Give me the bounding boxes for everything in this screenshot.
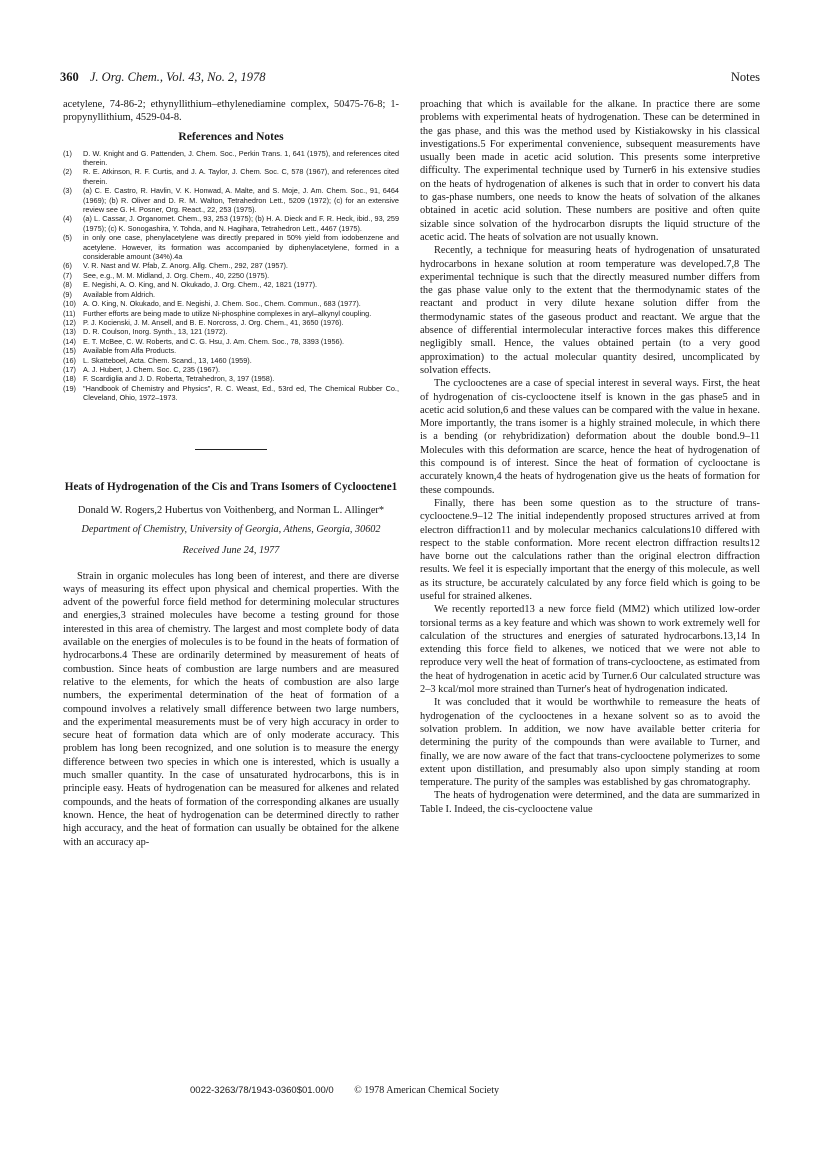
reference-number: (4) (63, 214, 72, 224)
reference-item (63, 309, 399, 318)
reference-item (63, 356, 399, 365)
reference-number: (10) (63, 299, 76, 309)
running-head (60, 70, 760, 85)
journal-citation: J. Org. Chem., Vol. 43, No. 2, 1978 (89, 70, 266, 84)
body-paragraph: proaching that which is available for the alkane. In practice there are some problems with experimental heats of hydrogenation. These can be determined in the gas phase, and this was the method used by Kistiakowsky in his classical investigations.5 For experimental convenience, subsequent measurements have usually been made in acetic acid solution. This presents some interpretive difficulty. The experimental technique used by Turner6 in his extensive studies on the heats of hydrogenation of alkenes is such that in order to convert his data to gas-phase numbers, one needs to know the heats of solvation of the alkanes obtained in acetic acid solution. These numbers are positive and often quite sizable since solvation of the hydrocarbon disrupts the liquid structure of the acetic acid. The heats of solvation are not usually known. (420, 99, 760, 243)
reference-text: E. T. McBee, C. W. Roberts, and C. G. Hsu, J. Am. Chem. Soc., 78, 3393 (1956). (83, 336, 345, 346)
reference-text: L. Skatteboel, Acta. Chem. Scand., 13, 1460 (1959). (83, 355, 252, 365)
body-paragraph: Recently, a technique for measuring heats of hydrogenation of unsaturated hydrocarbons in hexane solution at room temperature was developed.7,8 The experimental technique is such that the directly measured number differs from the gas phase value only to the extent that the thermodynamic states of the reactant and product in very dilute hexane solution differ from the thermodynamic states of the gaseous product and reactant. We argue that the absence of differential intermolecular interactive forces makes this difference negligibly small. Hence, the values obtained pertain (to a very good approximation) to the actual molecular quantity desired, uncomplicated by solvation effects. (420, 245, 760, 376)
body-paragraph: Strain in organic molecules has long been of interest, and there are diverse ways of measuring its effect upon physical and chemical properties. With the advent of the powerful force field method for determining molecular structures and energies,3 strained molecules have become a testing ground for those interested in this area of chemistry. The largest and most complete body of data available on the energies of molecules is to be found in the heats of formation of hydrocarbons.4 These are ordinarily determined by measurement of heats of combustion. Since heats of combustion are large numbers and are measured relative to the elements, for which the heats of combustion are also large numbers, the experimental determination of the heat of formation of a compound involves a relatively small difference between two large numbers, and the experimental measurements must be of very high accuracy in order to secure heat of formation data which are of only moderate accuracy. This problem has long been recognized, and one solution is to measure the energy difference between two species in which one is interested, which is usually a much smaller quantity. In the case of unsaturated hydrocarbons, this is in principle easy. Heats of hydrogenation can be measured for alkenes and related compounds, and the heats of formation of the corresponding alkanes are usually known. Hence, the heat of hydrogenation can be determined directly to rather high accuracy, and the heat of formation can usually be obtained for the alkene with an accuracy ap- (63, 570, 399, 848)
reference-number: (15) (63, 346, 76, 356)
reference-number: (13) (63, 327, 76, 337)
reference-number: (3) (63, 186, 72, 196)
reference-number: (9) (63, 289, 72, 299)
reference-number: (18) (63, 374, 76, 384)
reference-number: (7) (63, 270, 72, 280)
reference-number: (1) (63, 148, 72, 158)
reference-text: F. Scardiglia and J. D. Roberta, Tetrahedron, 3, 197 (1958). (83, 374, 275, 384)
reference-text: (a) C. E. Castro, R. Havlin, V. K. Honwad, A. Malte, and S. Moje, J. Am. Chem. Soc., 91, 6464 (1969); (b) R. Oliver and D. R. M. Walton, Tetrahedron Lett., 5209 (1972); (c) for an extensive review see G. H. Posner, Org. React., 22, 253 (1975). (83, 186, 399, 215)
reference-number: (2) (63, 167, 72, 177)
body-paragraph: Finally, there has been some question as to the structure of trans-cyclooctene.9–12 The initial independently proposed structures arrived at from electron diffraction11 and by molecular mechanics calculations10 differed with respect to the stable conformation. More recent electron diffraction results12 have borne out the calculations rather than the original electron diffraction results. We feel it is especially important that the energy of this molecule, as well as its structure, be accurately calculated by any force field which is going to be useful for strained alkenes. (420, 497, 760, 602)
reference-text: in only one case, phenylacetylene was directly prepared in 50% yield from iodobenzene and acetylene. However, its formation was accompanied by diphenylacetylene, formed in a considerable amount (34%).4a (83, 233, 399, 262)
reference-text: E. Negishi, A. O. King, and N. Okukado, J. Org. Chem., 42, 1821 (1977). (83, 280, 318, 290)
reference-item (63, 280, 399, 289)
reference-text: A. O. King, N. Okukado, and E. Negishi, J. Chem. Soc., Chem. Commun., 683 (1977). (83, 299, 361, 309)
body-paragraph: The cyclooctenes are a case of special interest in several ways. First, the heat of hydrogenation of cis-cyclooctene itself is known in the gas phase5 and in acetic acid solution,6 and these values can be compared with the value in hexane. More importantly, the trans isomer is a highly strained molecule, in which there is a bending (or rehybridization) deformation about the double bond.9–11 Molecules with this deformation are scarce, hence the heat of hydrogenation of this compound is of interest. Since the heat of formation of cyclooctane is accurately known,4 the heats of hydrogenation give us the heats of formation for these compounds. (420, 378, 760, 496)
body-paragraph: The heats of hydrogenation were determined, and the data are summarized in Table I. Indeed, the cis-cyclooctene value (420, 790, 760, 815)
page-number: 360 (60, 70, 79, 84)
reference-item (63, 233, 399, 261)
article-authors: Donald W. Rogers,2 Hubertus von Voithenberg, and Norman L. Allinger* (77, 504, 385, 516)
reference-text: R. E. Atkinson, R. F. Curtis, and J. A. Taylor, J. Chem. Soc. C, 578 (1967), and references cited therein. (83, 167, 399, 186)
reference-item (63, 337, 399, 346)
reference-item (63, 167, 399, 186)
reference-text: Further efforts are being made to utilize Ni-phosphine complexes in aryl–alkynyl coupling. (83, 308, 372, 318)
reference-text: V. R. Nast and W. Pfab, Z. Anorg. Allg. Chem., 292, 287 (1957). (83, 261, 288, 271)
received-date: Received June 24, 1977 (182, 544, 280, 556)
reference-item (63, 261, 399, 270)
author-affiliation: Department of Chemistry, University of Georgia, Athens, Georgia, 30602 (81, 524, 381, 536)
reference-text: "Handbook of Chemistry and Physics", R. C. Weast, Ed., 53rd ed, The Chemical Rubber Co., Cleveland, Ohio, 1972–1973. (83, 383, 399, 403)
reference-number: (11) (63, 308, 76, 318)
reference-item (63, 327, 399, 336)
reference-item (63, 299, 399, 308)
section-label: Notes (730, 70, 760, 84)
references-heading: References and Notes (178, 130, 284, 143)
reference-text: Available from Aldrich. (83, 289, 156, 299)
reference-text: D. W. Knight and G. Pattenden, J. Chem. Soc., Perkin Trans. 1, 641 (1975), and references cited therein. (83, 148, 399, 167)
body-paragraph: We recently reported13 a new force field (MM2) which utilized low-order torsional terms as a key feature and which was shown to work extremely well for calculation of the structures and energies of saturated hydrocarbons.13,14 In extending this force field to alkenes, we noticed that we were not able to reproduce very well the heat of formation of trans-cyclooctene, as estimated from the heat of hydrogenation in acetic acid by Turner.6 Our calculated structure was 2–3 kcal/mol more strained than Turner's heat of hydrogenation indicated. (420, 604, 760, 696)
reference-number: (6) (63, 261, 72, 271)
reference-text: See, e.g., M. M. Midland, J. Org. Chem., 40, 2250 (1975). (83, 270, 270, 280)
reference-number: (14) (63, 336, 76, 346)
section-divider (195, 449, 267, 450)
reference-item (63, 149, 399, 168)
right-column (420, 98, 760, 816)
reference-item (63, 346, 399, 355)
reference-item (63, 365, 399, 374)
reference-number: (12) (63, 317, 76, 327)
reference-item (63, 271, 399, 280)
reference-text: P. J. Kocienski, J. M. Ansell, and B. E. Norcross, J. Org. Chem., 41, 3650 (1976). (83, 317, 344, 327)
page-footer (190, 1085, 630, 1096)
reference-text: Available from Alfa Products. (83, 346, 177, 356)
reference-number: (5) (63, 233, 72, 243)
article-code: 0022-3263/78/1943-0360$01.00/0 (190, 1085, 334, 1096)
left-column (63, 98, 399, 849)
body-paragraph: It was concluded that it would be worthwhile to remeasure the heats of hydrogenation of the cyclooctenes in a hexane solvent so as to avoid the solvation problem. In addition, we now have available better criteria for determining the purity of the compounds than were available to Turner, and finally, we are now aware of the fact that trans-cyclooctene polymerizes to some extent upon distillation, and presumably also upon simply standing at room temperature. The purity of the samples was established by gas chromatography. (420, 697, 760, 789)
reference-item (63, 290, 399, 299)
references-list (63, 149, 399, 403)
reference-number: (19) (63, 383, 76, 393)
reference-text: A. J. Hubert, J. Chem. Soc. C, 235 (1967). (83, 364, 221, 374)
registry-numbers: acetylene, 74-86-2; ethynyllithium–ethylenediamine complex, 50475-76-8; 1-propynyllithium, 4529-04-8. (63, 99, 399, 124)
reference-item (63, 374, 399, 383)
reference-number: (8) (63, 280, 72, 290)
reference-item (63, 384, 399, 403)
copyright-notice: © 1978 American Chemical Society (354, 1085, 499, 1096)
reference-item (63, 186, 399, 214)
reference-item (63, 214, 399, 233)
reference-number: (16) (63, 355, 76, 365)
article-title: Heats of Hydrogenation of the Cis and Trans Isomers of Cyclooctene1 (64, 480, 398, 493)
reference-item (63, 318, 399, 327)
reference-number: (17) (63, 364, 76, 374)
reference-text: D. R. Coulson, Inorg. Synth., 13, 121 (1972). (83, 327, 228, 337)
reference-text: (a) L. Cassar, J. Organomet. Chem., 93, 253 (1975); (b) H. A. Dieck and F. R. Heck, ibid., 93, 259 (1975); (c) K. Sonogashira, Y. Tohda, and N. Hagihara, Tetrahedron Lett., 4467 (1975). (83, 214, 399, 233)
